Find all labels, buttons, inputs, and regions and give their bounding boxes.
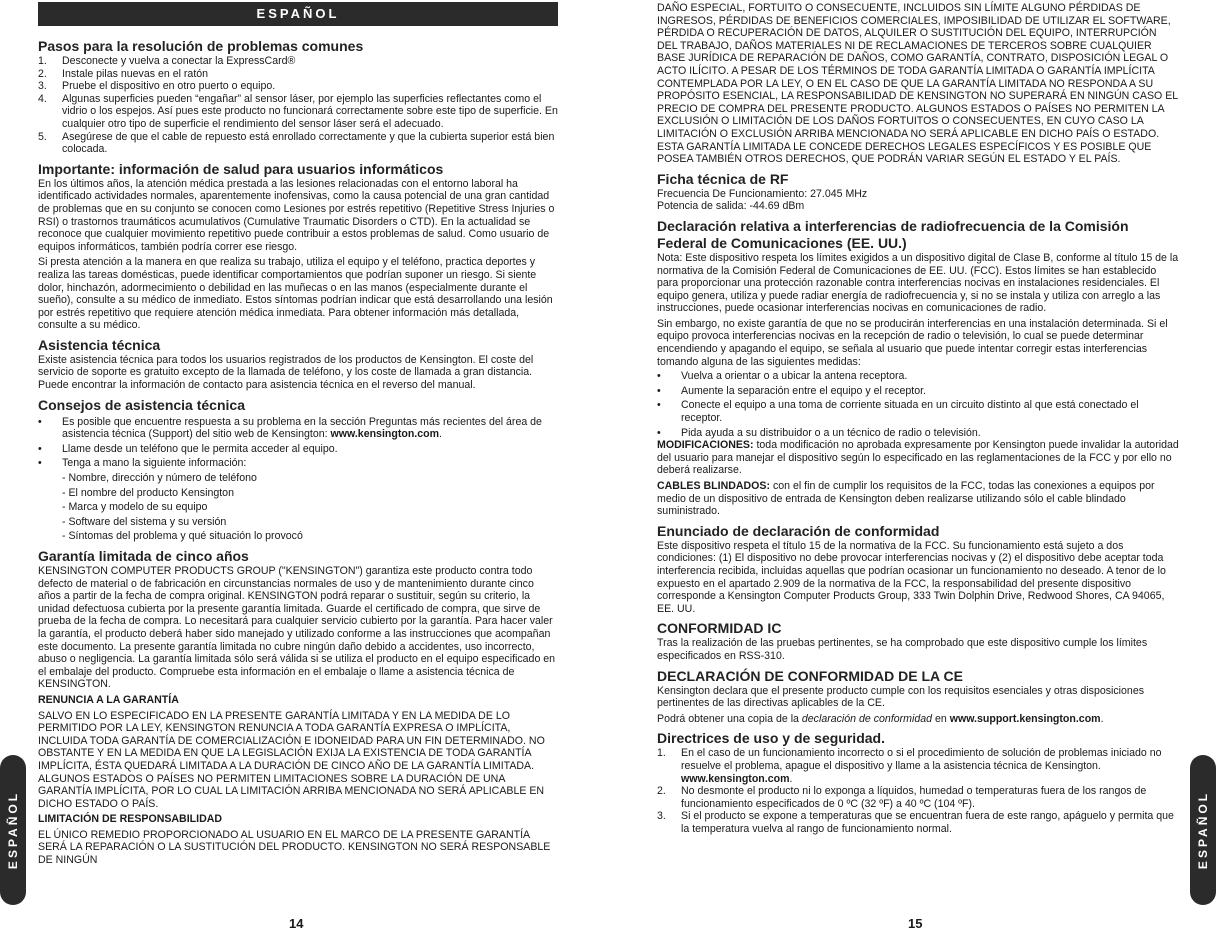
paragraph: Nota: Este dispositivo respeta los límites exigidos a un dispositivo digital de Clase B, conforme al título 15 de la normativa de la Comisión Federal de Comunicaciones de EE. UU. (FCC). Estos límites se han establecido para proporcionar una protección razonable contra interferencias nocivas en instalaciones residenciales. El equipo genera, utiliza y puede radiar energía de radiofrecuencia y, si no se instala y utiliza con arreglo a las instrucciones, puede ocasionar interferencias nocivas en comunicaciones de radio. <box>657 251 1179 315</box>
left-page <box>38 2 558 867</box>
spec-line: Frecuencia De Funcionamiento: 27.045 MHz <box>657 187 868 200</box>
troubleshooting-list <box>38 55 558 156</box>
paragraph: SALVO EN LO ESPECIFICADO EN LA PRESENTE GARANTÍA LIMITADA Y EN LA MEDIDA DE LO PERMITIDO POR LA LEY, KENSINGTON RENUNCIA A TODA GARANTÍA EXPRESA O IMPLÍCITA, INCLUIDA TODA GARANTÍA DE COMERCIALIZACIÓN E IDONEIDAD PARA UN FIN DETERMINADO. NO OBSTANTE Y EN LA MEDIDA EN QUE LA LEGISLACIÓN EXIJA LA EXISTENCIA DE TODA GARANTÍA IMPLÍCITA, ÉSTA QUEDARÁ LIMITADA A LA DURACIÓN DE CINCO AÑO DE LA GARANTÍA LIMITADA. ALGUNOS ESTADOS O PAÍSES NO PERMITEN LIMITACIONES SOBRE LA DURACIÓN DE UNA GARANTÍA IMPLÍCITA, POR LO CUAL LA LIMITACIÓN ARRIBA MENCIONADA NO SERÁ APLICABLE EN DICHO ESTADO O PAÍS. <box>38 709 545 810</box>
paragraph: Podrá obtener una copia de la declaración de conformidad en www.support.kensington.com. <box>657 712 1104 725</box>
list-item: 3. Si el producto se expone a temperaturas que se encuentran fuera de este rango, apáguelo y permita que la temperatura vuelva al rango de funcionamiento normal. <box>657 810 1174 835</box>
list-item: • Tenga a mano la siguiente información: <box>38 457 247 470</box>
list-item: 1. Desconecte y vuelva a conectar la ExpressCard® <box>38 55 296 67</box>
rf-section <box>657 171 1179 213</box>
section-title: Declaración relativa a interferencias de radiofrecuencia de la Comisión Federal de Comunicaciones (EE. UU.) <box>657 217 1129 251</box>
subheading: RENUNCIA A LA GARANTÍA <box>38 693 179 706</box>
list-item: - Nombre, dirección y número de teléfono <box>62 472 257 485</box>
health-section <box>38 161 558 332</box>
section-title: Asistencia técnica <box>38 336 161 353</box>
list-item: 4. Algunas superficies pueden “engañar” al sensor láser, por ejemplo las superficies reflectantes como el vidrio o los espejos. Así pues este producto no funcionará correctamente sobre este tipo de superficie. En cualquier otro tipo de superficie el rendimiento del sensor láser será el adecuado. <box>38 92 558 130</box>
paragraph: KENSINGTON COMPUTER PRODUCTS GROUP ("KENSINGTON") garantiza este producto contra todo defecto de material o de fabricación en circunstancias normales de uso y de mantenimiento durante cinco años a partir de la fecha de compra original. KENSINGTON podrá reparar o sustituir, según su criterio, la unidad defectuosa cubierta por la presente garantía limitada. Guarde el certificado de compra, que sirve de prueba de la fecha de compra. Lo necesitará para cualquier servicio cubierto por la garantía. Para hacer valer la garantía, el producto deberá haber sido manejado y utilizado conforme a las instrucciones que acompañan este documento. La presente garantía limitada no cubre ningún daño debido a accidentes, uso incorrecto, abuso o negligencia. La garantía limitada sólo será válida si se utiliza el producto en el equipo especificado en el embalaje del producto. Compruebe esta información en el embalaje o llame a asistencia técnica de KENSINGTON. <box>38 565 556 691</box>
language-side-tab-right: ESPAÑOL <box>1190 755 1216 905</box>
right-page <box>657 2 1179 835</box>
list-item: • Aumente la separación entre el equipo y el receptor. <box>657 384 926 397</box>
paragraph: CABLES BLINDADOS: con el fin de cumplir los requisitos de la FCC, todas las conexiones a equipos por medio de un dispositivo de entrada de Kensington deben realizarse utilizando sólo el cable blindado suministrado. <box>657 480 1155 518</box>
list-item: - Software del sistema y su versión <box>62 515 227 528</box>
language-banner: ESPAÑOL <box>38 2 558 26</box>
section-title: Garantía limitada de cinco años <box>38 548 249 564</box>
list-item: 5. Asegúrese de que el cable de repuesto está enrollado correctamente y que la cubierta superior está bien colocada. <box>38 130 555 156</box>
list-item: • Llame desde un teléfono que le permita acceder al equipo. <box>38 442 338 455</box>
ce-section <box>657 668 1179 726</box>
list-item: • Pida ayuda a su distribuidor o a un técnico de radio o televisión. <box>657 426 981 439</box>
paragraph: Tras la realización de las pruebas pertinentes, se ha comprobado que este dispositivo cumple los límites especificados en RSS-310. <box>657 637 1148 662</box>
info-sublist <box>38 472 558 543</box>
subheading: LIMITACIÓN DE RESPONSABILIDAD <box>38 813 223 826</box>
section-title: Enunciado de declaración de conformidad <box>657 522 940 539</box>
tips-section <box>38 397 558 543</box>
paragraph: Este dispositivo respeta el título 15 de la normativa de la FCC. Su funcionamiento está sujeto a dos condiciones: (1) El dispositivo no debe provocar interferencias nocivas y (2) el dispositivo debe aceptar toda interferencia recibida, incluidas aquellas que podrían ocasionar un funcionamiento no deseado. A tenor de lo expuesto en el apartado 2.909 de la normativa de la FCC, la responsabilidad del presente dispositivo corresponde a Kensington Computer Products Group, 333 Twin Dolphin Drive, Redwood Shores, CA 94065, EE. UU. <box>657 539 1166 615</box>
list-item: - Síntomas del problema y qué situación lo provocó <box>62 530 303 543</box>
list-item: 2. No desmonte el producto ni lo exponga a líquidos, humedad o temperaturas fuera de los rangos de funcionamiento especificados de 0 ºC (32 ºF) a 40 ºC (104 ºF). <box>657 785 1147 810</box>
warranty-section <box>38 548 558 867</box>
section-title: Consejos de asistencia técnica <box>38 396 245 413</box>
website-link[interactable]: www.kensington.com <box>681 772 790 785</box>
list-item: 2. Instale pilas nuevas en el ratón <box>38 67 209 80</box>
list-item: • Es posible que encuentre respuesta a su problema en la sección Preguntas más recientes del área de asistencia técnica (Support) del sitio web de Kensington: www.kensington.com. <box>38 415 542 441</box>
conformity-section <box>657 523 1179 616</box>
list-item: - El nombre del producto Kensington <box>62 486 234 499</box>
page-number-left: 14 <box>289 916 304 930</box>
fcc-section <box>657 218 1179 518</box>
website-link[interactable]: www.kensington.com <box>330 428 440 441</box>
paragraph: Kensington declara que el presente producto cumple con los requisitos esenciales y otras disposiciones pertinentes de las directivas aplicables de la CE. <box>657 684 1145 710</box>
page-number-right: 15 <box>908 916 923 930</box>
paragraph: Si presta atención a la manera en que realiza su trabajo, utiliza el equipo y el teléfono, practica deportes y realiza las tareas domésticas, puede identificar comportamientos que podrían suponer un riesgo. Si siente dolor, hinchazón, adormecimiento o debilidad en las muñecas o en las manos (especialmente durante el sueño), consulte a su médico de inmediato. Estos síntomas podrían indicar que está desarrollando una lesión por estrés repetitivo que requiere atención médica inmediata. Para obtener información más detallada, consulte a su médico. <box>38 256 553 332</box>
paragraph: Sin embargo, no existe garantía de que no se producirán interferencias en una instalación determinada. Si el equipo provoca interferencias nocivas en la recepción de radio o televisión, lo cual se puede determinar encendiendo y apagando el equipo, se señala al usuario que puede intentar corregir estas interferencias tomando alguna de las siguientes medidas: <box>657 317 1168 368</box>
support-section <box>38 337 558 392</box>
spec-line: Potencia de salida: -44.69 dBm <box>657 200 805 213</box>
section-title: Directrices de uso y de seguridad. <box>657 730 885 747</box>
list-item: • Vuelva a orientar o a ubicar la antena receptora. <box>657 370 908 383</box>
list-item: 3. Pruebe el dispositivo en otro puerto o equipo. <box>38 80 276 93</box>
list-item: • Conecte el equipo a una toma de corriente situada en un circuito distinto al que está conectado el receptor. <box>657 399 1139 425</box>
section-title: Ficha técnica de RF <box>657 170 789 187</box>
section-title: Pasos para la resolución de problemas comunes <box>38 38 364 54</box>
support-website-link[interactable]: www.support.kensington.com <box>949 712 1101 725</box>
list-item: - Marca y modelo de su equipo <box>62 501 208 514</box>
tips-list <box>38 416 558 470</box>
section-title: DECLARACIÓN DE CONFORMIDAD DE LA CE <box>657 667 963 684</box>
safety-list <box>657 747 1179 835</box>
paragraph: MODIFICACIONES: toda modificación no aprobada expresamente por Kensington puede invalidar la autoridad del usuario para manejar el dispositivo según lo especificado en las reglamentaciones de la FCC y por ello no deberá realizarse. <box>657 439 1179 477</box>
safety-section <box>657 730 1179 835</box>
section-title: CONFORMIDAD IC <box>657 620 782 637</box>
paragraph: En los últimos años, la atención médica prestada a las lesiones relacionadas con el entorno laboral ha identificado actividades normales, aparentemente inofensivas, como la causa potencial de una gran cantidad de problemas que en su conjunto se conocen como Lesiones por estrés repetitivo (Repetitive Stress Injuries o RSI) o trastornos traumáticos acumulativos (Cumulative Traumatic Disorders o CTD). En la actualidad se reconoce que cualquier movimiento repetitivo puede contribuir a estos problemas de salud. Como usuario de equipos informáticos, también podría correr ese riesgo. <box>38 177 555 253</box>
list-item: 1. En el caso de un funcionamiento incorrecto o si el procedimiento de solución de problemas iniciado no resuelve el problema, apague el dispositivo y llame a la asistencia técnica de Kensington. www.kensington.com. <box>657 747 1162 785</box>
troubleshooting-section <box>38 38 558 156</box>
paragraph: DAÑO ESPECIAL, FORTUITO O CONSECUENTE, INCLUIDOS SIN LÍMITE ALGUNO PÉRDIDAS DE INGRESOS, PÉRDIDAS DE BENEFICIOS COMERCIALES, IMPOSIBILIDAD DE UTILIZAR EL SOFTWARE, PÉRDIDA O RECUPERACIÓN DE DATOS, ALQUILER O SUSTITUCIÓN DEL EQUIPO, INTERRUPCIÓN DEL TRABAJO, DAÑOS MATERIALES NI DE RECLAMACIONES DE TERCEROS SOBRE CUALQUIER BASE JURÍDICA DE REPARACIÓN DE DAÑOS, COMO GARANTÍA, CONTRATO, DISPOSICIÓN LEGAL O ACTO ILÍCITO. A PESAR DE LOS TÉRMINOS DE TODA GARANTÍA LIMITADA O GARANTÍA IMPLÍCITA CONTEMPLADA POR LA LEY, O EN EL CASO DE QUE LA GARANTÍA LIMITADA NO RESPONDA A SU PROPÓSITO ESENCIAL, LA RESPONSABILIDAD DE KENSINGTON NO SUPERARÁ EN NINGÚN CASO EL PRECIO DE COMPRA DEL PRESENTE PRODUCTO. ALGUNOS ESTADOS O PAÍSES NO PERMITEN LA EXCLUSIÓN O LIMITACIÓN DE LOS DAÑOS FORTUITOS O CONSECUENTES, EN CUYO CASO LA LIMITACIÓN O EXCLUSIÓN ARRIBA MENCIONADA NO SERÁ APLICABLE EN DICHO PAÍS O ESTADO. ESTA GARANTÍA LIMITADA LE CONCEDE DERECHOS LEGALES ESPECÍFICOS Y ES POSIBLE QUE POSEA TAMBIÉN OTROS DERECHOS, QUE PODRÁN VARIAR SEGÚN EL ESTADO Y EL PAÍS. <box>657 2 1178 166</box>
ic-section <box>657 620 1179 662</box>
language-side-tab-left: ESPAÑOL <box>0 755 26 905</box>
paragraph: EL ÚNICO REMEDIO PROPORCIONADO AL USUARIO EN EL MARCO DE LA PRESENTE GARANTÍA SERÁ LA REPARACIÓN O LA SUSTITUCIÓN DEL PRODUCTO. KENSINGTON NO SERÁ RESPONSABLE DE NINGÚN <box>38 828 551 867</box>
paragraph: Existe asistencia técnica para todos los usuarios registrados de los productos de Kensington. El coste del servicio de soporte es gratuito excepto de la llamada de teléfono, y los coste de llamada a gran distancia. Puede encontrar la información de contacto para asistencia técnica en el reverso del manual. <box>38 353 534 392</box>
measures-list <box>657 370 1179 439</box>
section-title: Importante: información de salud para usuarios informáticos <box>38 160 444 177</box>
